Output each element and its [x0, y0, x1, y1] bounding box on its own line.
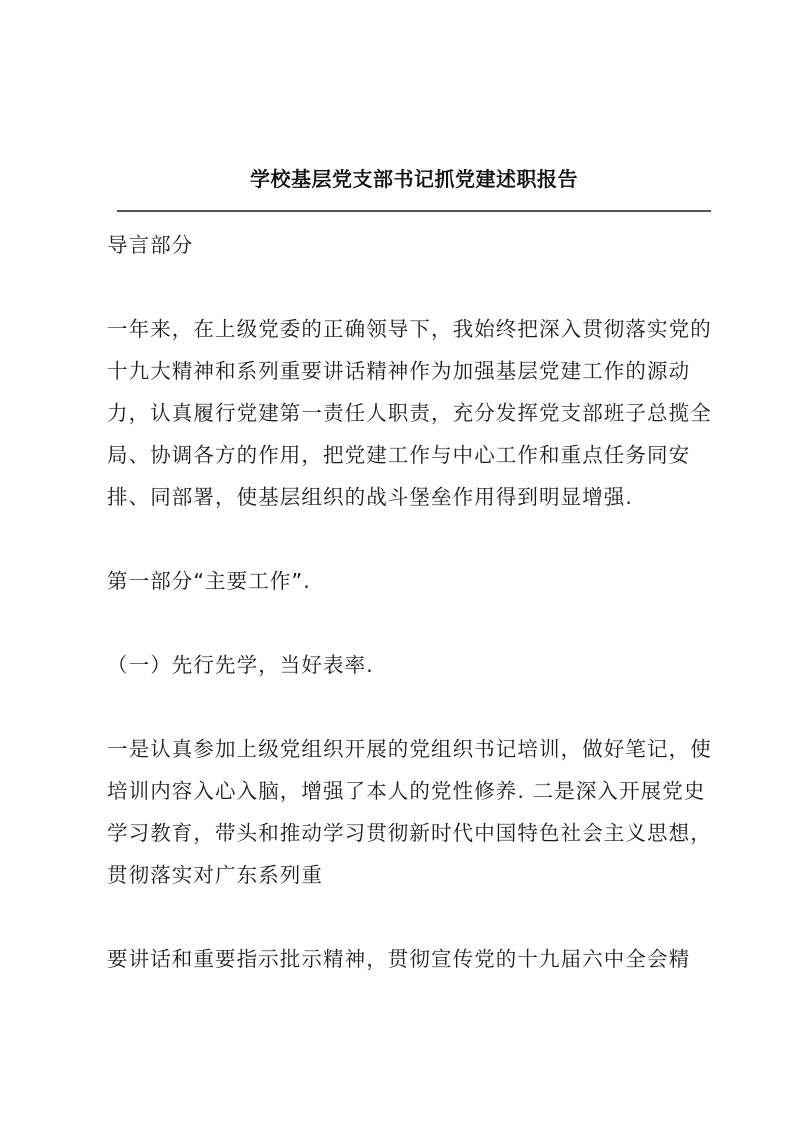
section1-heading: （一）先行先学，当好表率. — [107, 653, 374, 677]
paragraph-line: 培训内容入心入脑，增强了本人的党性修养. 二是深入开展党史 — [107, 779, 706, 803]
paragraph-line: 十九大精神和系列重要讲话精神作为加强基层党建工作的源动 — [107, 359, 691, 383]
paragraph-line: 力，认真履行党建第一责任人职责，充分发挥党支部班子总揽全 — [107, 401, 712, 425]
title-divider — [117, 210, 711, 212]
paragraph-line: 局、协调各方的作用，把党建工作与中心工作和重点任务同安 — [107, 443, 691, 467]
part1-heading: 第一部分“主要工作”. — [107, 569, 311, 593]
paragraph-line: 排、同部署，使基层组织的战斗堡垒作用得到明显增强. — [107, 485, 634, 509]
paragraph-line: 一年来，在上级党委的正确领导下，我始终把深入贯彻落实党的 — [107, 317, 712, 341]
paragraph-line: 贯彻落实对广东系列重 — [107, 863, 323, 887]
paragraph-line: 一是认真参加上级党组织开展的党组织书记培训，做好笔记，使 — [107, 737, 712, 761]
paragraph-line: 要讲话和重要指示批示精神，贯彻宣传党的十九届六中全会精 — [107, 947, 691, 971]
paragraph-line: 学习教育，带头和推动学习贯彻新时代中国特色社会主义思想， — [107, 821, 712, 845]
intro-heading: 导言部分 — [107, 233, 194, 257]
document-title: 学校基层党支部书记抓党建述职报告 — [250, 167, 578, 191]
